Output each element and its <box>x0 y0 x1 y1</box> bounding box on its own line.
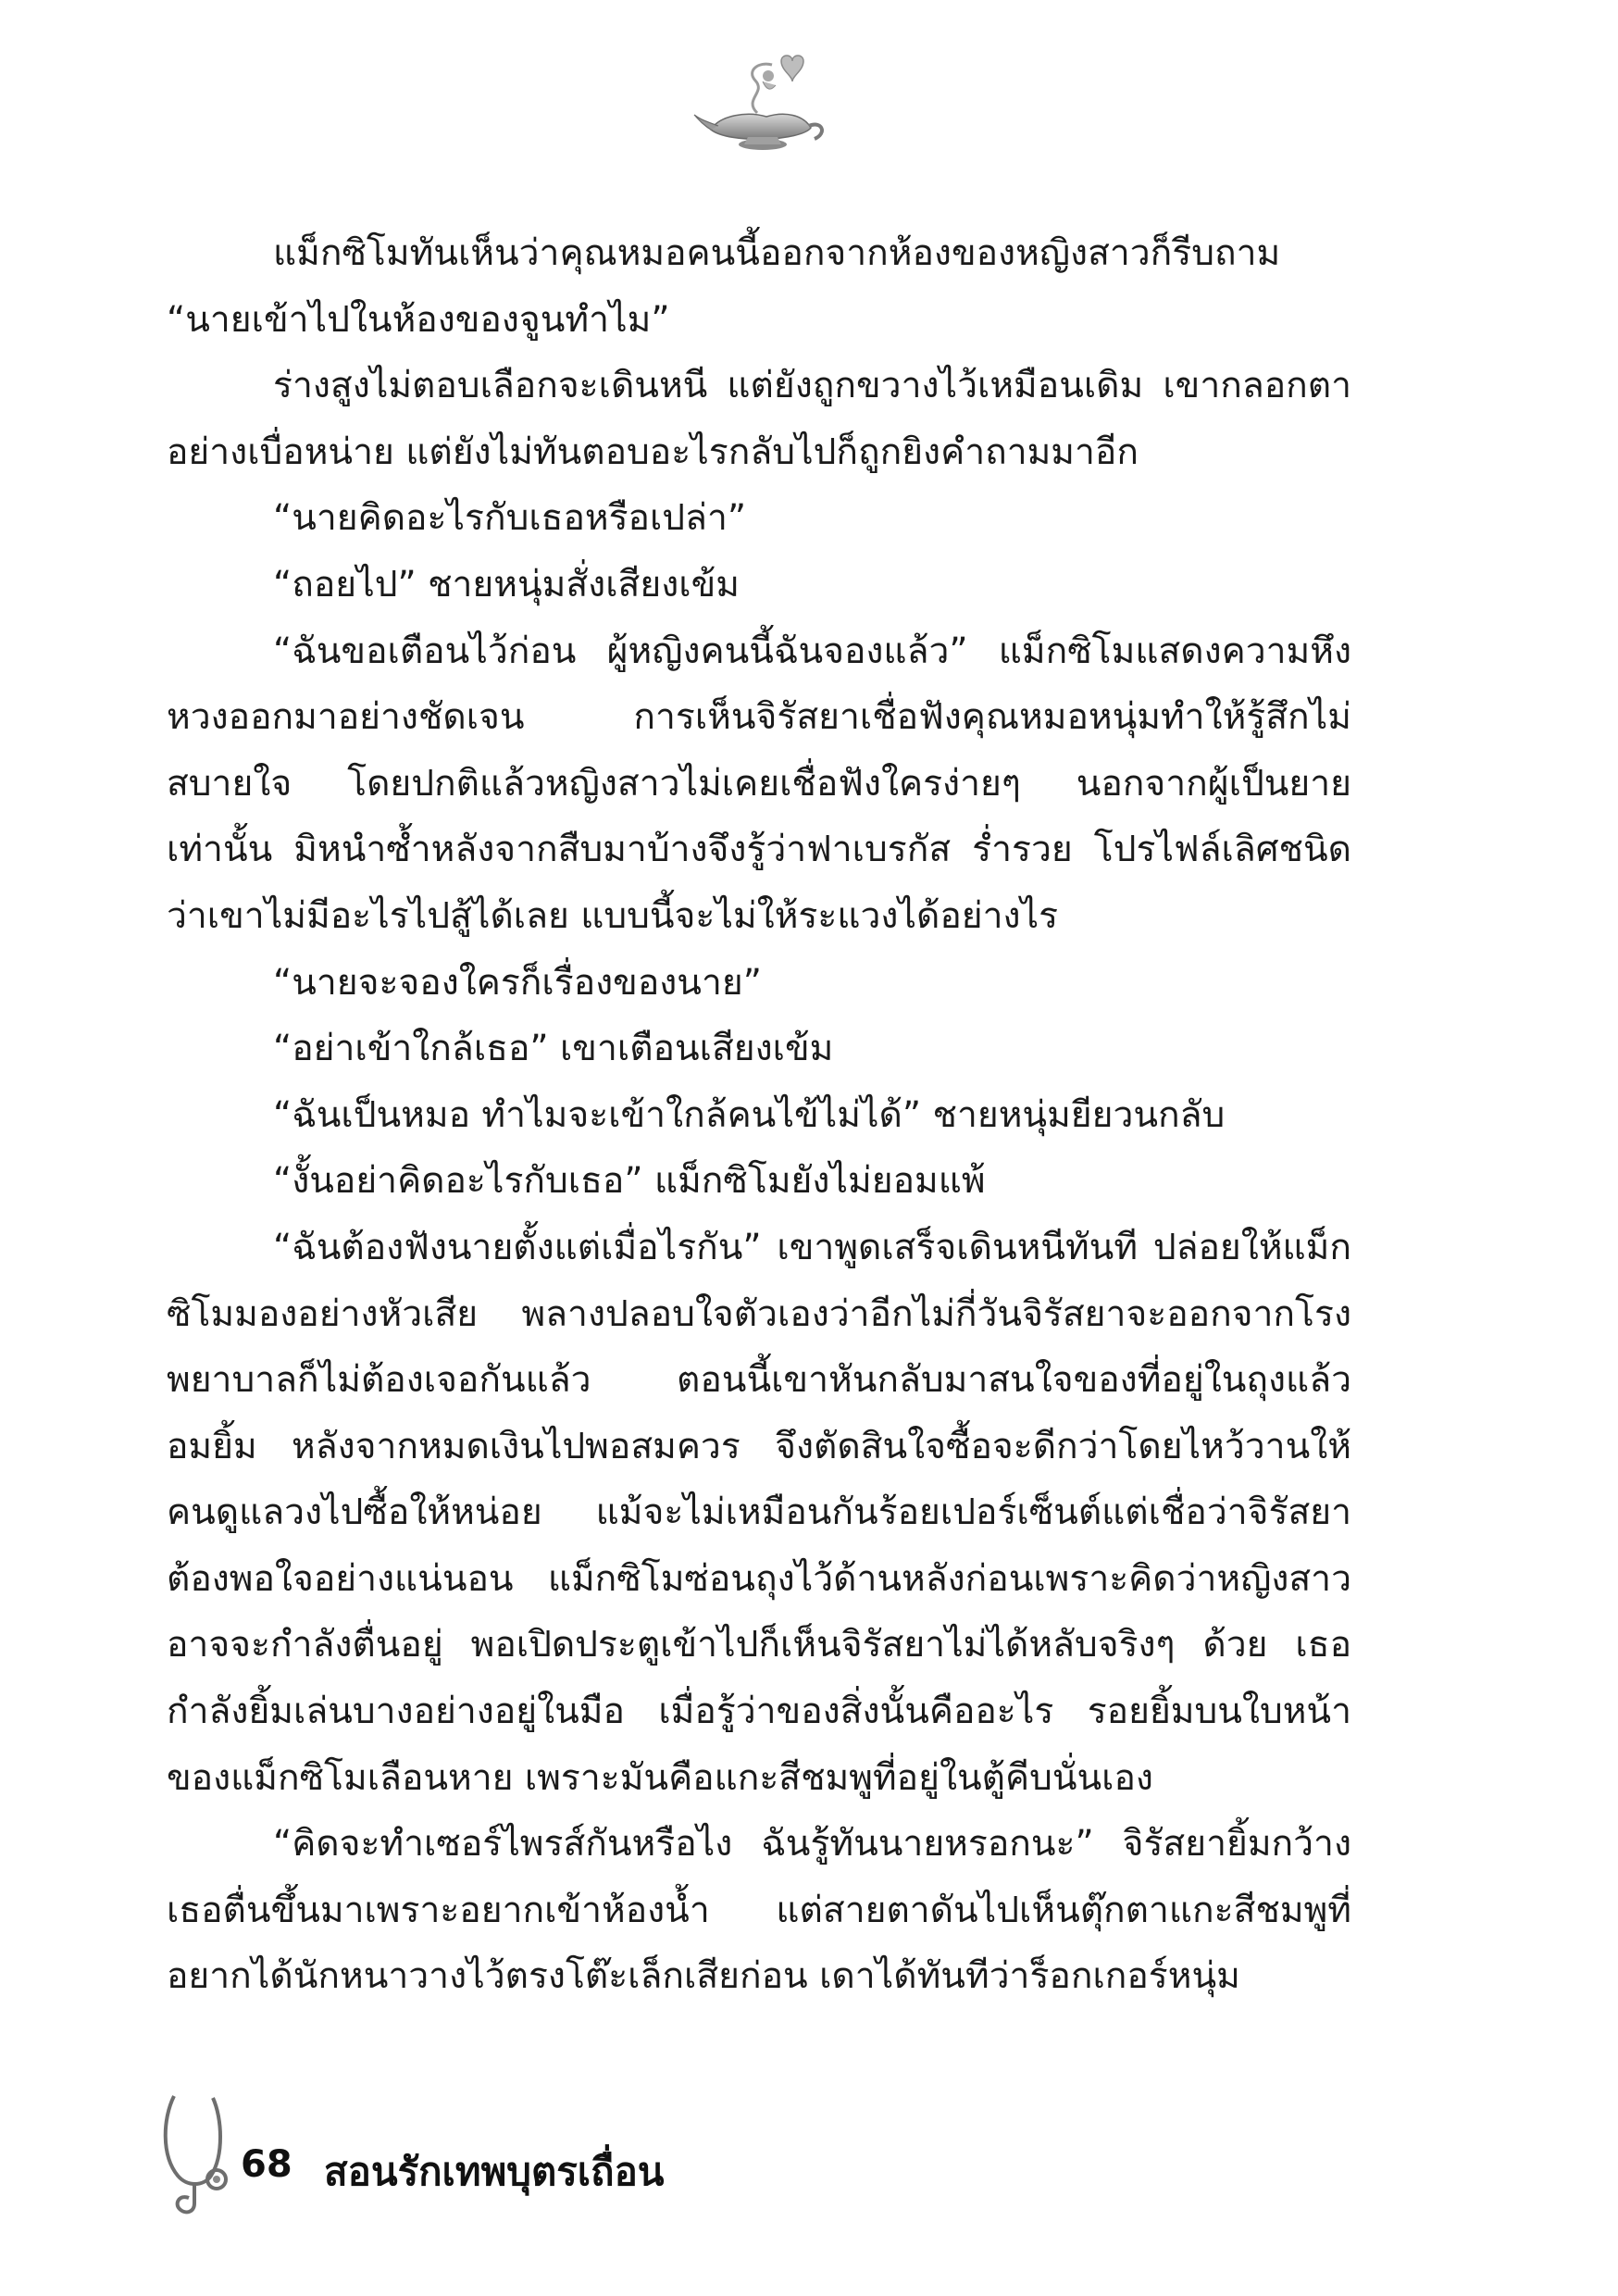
genie-lamp-ornament-icon <box>692 48 831 159</box>
paragraph-7: “นายจะจองใครก็เรื่องของนาย” <box>273 961 762 1004</box>
paragraph-12: “คิดจะทำเซอร์ไพรส์กันหรือไง ฉันรู้ทันนายหรอกนะ” จิรัสยายิ้มกว้างเธอตื่นขึ้นมาเพราะอยากเข้าห้องน้ำ แต่สายตาดันไปเห็นตุ๊กตาแกะสีชมพูที่อยากได้นักหนาวางไว้ตรงโต๊ะเล็กเสียก่อน เดาได้ทันทีว่าร็อกเกอร์หนุ่ม <box>167 1823 1351 1998</box>
paragraph-11: “ฉันต้องฟังนายตั้งแต่เมื่อไรกัน” เขาพูดเสร็จเดินหนีทันที ปล่อยให้แม็กซิโมมองอย่างหัวเสีย พลางปลอบใจตัวเองว่าอีกไม่กี่วันจิรัสยาจะออกจากโรงพยาบาลก็ไม่ต้องเจอกันแล้ว ตอนนี้เขาหันกลับมาสนใจของที่อยู่ในถุงแล้วอมยิ้ม หลังจากหมดเงินไปพอสมควร จึงตัดสินใจซื้อจะดีกว่าโดยไหว้วานให้คนดูแลวงไปซื้อให้หน่อย แม้จะไม่เหมือนกันร้อยเปอร์เซ็นต์แต่เชื่อว่าจิรัสยาต้องพอใจอย่างแน่นอน แม็กซิโมซ่อนถุงไว้ด้านหลังก่อนเพราะคิดว่าหญิงสาวอาจจะกำลังตื่นอยู่ พอเปิดประตูเข้าไปก็เห็นจิรัสยาไม่ได้หลับจริงๆ ด้วย เธอกำลังยิ้มเล่นบางอย่างอยู่ในมือ เมื่อรู้ว่าของสิ่งนั้นคืออะไร รอยยิ้มบนใบหน้าของแม็กซิโมเลือนหาย เพราะมันคือแกะสีชมพูที่อยู่ในตู้คีบนั่นเอง <box>167 1226 1351 1799</box>
paragraph-4: “นายคิดอะไรกับเธอหรือเปล่า” <box>273 497 747 540</box>
paragraph-2: “นายเข้าไปในห้องของจูนทำไม” <box>167 298 670 341</box>
paragraph-9: “ฉันเป็นหมอ ทำไมจะเข้าใกล้คนไข้ไม่ได้” ชายหนุ่มยียวนกลับ <box>273 1093 1226 1136</box>
chapter-body-text <box>167 220 1351 2010</box>
page-footer <box>157 2090 990 2220</box>
paragraph-5: “ถอยไป” ชายหนุ่มสั่งเสียงเข้ม <box>273 563 740 605</box>
stethoscope-icon <box>157 2090 241 2220</box>
page-number: 68 <box>241 2143 292 2186</box>
paragraph-1: แม็กซิโมทันเห็นว่าคุณหมอคนนี้ออกจากห้องของหญิงสาวก็รีบถาม <box>273 232 1281 274</box>
paragraph-6: “ฉันขอเตือนไว้ก่อน ผู้หญิงคนนี้ฉันจองแล้ว” แม็กซิโมแสดงความหึงหวงออกมาอย่างชัดเจน การเห็นจิรัสยาเชื่อฟังคุณหมอหนุ่มทำให้รู้สึกไม่สบายใจ โดยปกติแล้วหญิงสาวไม่เคยเชื่อฟังใครง่ายๆ นอกจากผู้เป็นยายเท่านั้น มิหนำซ้ำหลังจากสืบมาบ้างจึงรู้ว่าฟาเบรกัส ร่ำรวย โปรไฟล์เลิศชนิดว่าเขาไม่มีอะไรไปสู้ได้เลย แบบนี้จะไม่ให้ระแวงได้อย่างไร <box>167 630 1351 937</box>
paragraph-8: “อย่าเข้าใกล้เธอ” เขาเตือนเสียงเข้ม <box>273 1028 834 1070</box>
paragraph-3: ร่างสูงไม่ตอบเลือกจะเดินหนี แต่ยังถูกขวางไว้เหมือนเดิม เขากลอกตาอย่างเบื่อหน่าย แต่ยังไม่ทันตอบอะไรกลับไปก็ถูกยิงคำถามมาอีก <box>167 365 1351 473</box>
book-title: สอนรักเทพบุตรเถื่อน <box>324 2149 665 2194</box>
paragraph-10: “งั้นอย่าคิดอะไรกับเธอ” แม็กซิโมยังไม่ยอมแพ้ <box>273 1160 986 1203</box>
